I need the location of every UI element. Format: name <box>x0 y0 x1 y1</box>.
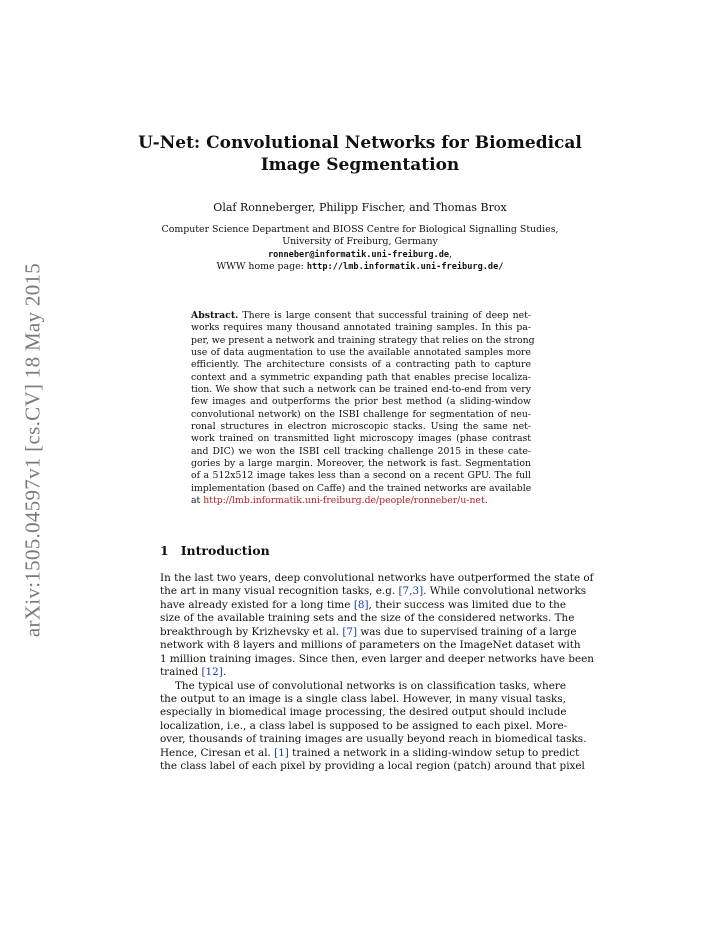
body-line <box>160 612 575 625</box>
abstract-line <box>191 372 531 384</box>
body-text-run: The typical use of convolutional networks is on classification tasks, where <box>175 679 566 692</box>
abstract-line <box>191 470 531 482</box>
abstract-line-text: gories by a large margin. Moreover, the network is fast. Segmentation <box>191 458 531 470</box>
abstract-line <box>191 322 531 334</box>
abstract-heading: Abstract. <box>191 310 239 321</box>
body-line <box>160 706 566 719</box>
abstract-line-text: work trained on transmitted light microscopy images (phase contrast <box>191 433 531 445</box>
paper-title <box>120 132 600 176</box>
body-line <box>160 760 585 773</box>
body-text-run: localization, i.e., a class label is supposed to be assigned to each pixel. More- <box>160 719 568 732</box>
abstract-line <box>191 483 531 495</box>
abstract-line <box>191 458 531 470</box>
abstract-line-text: of a 512x512 image takes less than a second on a recent GPU. The full <box>191 470 531 482</box>
abstract-line <box>191 334 535 347</box>
abstract-line <box>191 446 531 458</box>
body-text-run: trained a network in a sliding-window setup to predict <box>288 746 580 759</box>
body-text-run: especially in biomedical image processing, the desired output should include <box>160 706 567 719</box>
section-heading <box>160 543 270 558</box>
email-link[interactable]: ronneber@informatik.uni-freiburg.de <box>267 249 450 260</box>
abstract-line-text: convolutional network) on the ISBI challenge for segmentation of neu- <box>191 408 531 420</box>
body-line <box>160 693 566 706</box>
body-text-run: , their success was limited due to the <box>368 598 566 611</box>
affiliation-line-2: University of Freiburg, Germany <box>282 236 438 248</box>
abstract-line <box>191 409 531 421</box>
body-text-run: size of the available training sets and the size of the considered networks. The <box>160 612 575 625</box>
title-line-2: Image Segmentation <box>260 155 460 175</box>
abstract-line-text: use of data augmentation to use the available annotated samples more <box>191 347 531 359</box>
abstract-line <box>191 347 531 359</box>
abstract <box>191 310 535 508</box>
abstract-line <box>191 359 531 371</box>
authors: Olaf Ronneberger, Philipp Fischer, and Thomas Brox <box>213 201 507 214</box>
introduction-body <box>160 572 594 774</box>
citation-link[interactable]: [8] <box>353 598 369 611</box>
body-text-run: network with 8 layers and millions of parameters on the ImageNet dataset with <box>160 639 581 652</box>
body-line <box>160 746 580 760</box>
body-line <box>160 572 594 585</box>
email-suffix: , <box>449 248 453 260</box>
abstract-line <box>191 396 531 408</box>
homepage-label: WWW home page: <box>216 261 307 273</box>
body-line <box>160 666 566 679</box>
body-text-run: the output to an image is a single class label. However, in many visual tasks, <box>160 692 566 705</box>
body-text-run: trained <box>160 666 202 679</box>
abstract-line-text: ronal structures in electron microscopic stacks. Using the same net- <box>191 421 531 433</box>
abstract-line-text: and DIC) we won the ISBI cell tracking challenge 2015 in these cate- <box>191 445 531 457</box>
body-line <box>160 720 566 733</box>
body-text-run: was due to supervised training of a large <box>357 625 577 638</box>
title-line-1: U-Net: Convolutional Networks for Biomedical <box>138 133 582 153</box>
abstract-line <box>191 384 531 396</box>
abstract-line <box>191 495 531 507</box>
section-title: Introduction <box>180 543 270 558</box>
affiliation-email-row <box>140 249 580 261</box>
abstract-line-text: few images and outperforms the prior best method (a sliding-window <box>191 396 531 408</box>
body-line <box>160 639 581 652</box>
abstract-line-text: per, we present a network and training strategy that relies on the strong <box>191 334 535 346</box>
body-text-run: have already existed for a long time <box>160 598 354 611</box>
citation-link[interactable]: [7] <box>342 625 358 638</box>
body-text-run: the class label of each pixel by providing a local region (patch) around that pixel <box>160 760 585 773</box>
body-text-run: breakthrough by Krizhevsky et al. <box>160 625 343 638</box>
body-text-run: over, thousands of training images are usually beyond reach in biomedical tasks. <box>160 733 587 746</box>
homepage-row <box>140 261 580 273</box>
affiliation-line-1: Computer Science Department and BIOSS Centre for Biological Signalling Studies, <box>161 224 559 235</box>
abstract-line <box>191 421 531 433</box>
body-text-run: In the last two years, deep convolutional networks have outperformed the state of <box>160 572 594 584</box>
code-url-link[interactable]: http://lmb.informatik.uni-freiburg.de/people/ronneber/u-net <box>203 495 485 507</box>
homepage-link[interactable]: http://lmb.informatik.uni-freiburg.de/ <box>306 262 504 273</box>
abstract-line-text: implementation (based on Caffe) and the trained networks are available <box>191 482 532 494</box>
citation-link[interactable]: [7,3] <box>398 585 424 598</box>
citation-link[interactable]: [1] <box>274 746 289 759</box>
citation-link[interactable]: [12] <box>201 666 223 679</box>
abstract-line-text: efficiently. The architecture consists of a contracting path to capture <box>191 359 531 371</box>
body-line <box>160 599 566 612</box>
body-line <box>160 652 594 666</box>
body-line <box>160 585 587 598</box>
body-line <box>160 733 587 746</box>
section-number: 1 <box>160 543 169 558</box>
body-text-run: . <box>222 666 227 679</box>
abstract-line-text: tion. We show that such a network can be trained end-to-end from very <box>191 384 531 396</box>
abstract-line-text: works requires many thousand annotated training samples. In this pa- <box>191 322 531 334</box>
abstract-line-text: . <box>484 495 488 507</box>
abstract-line-text: context and a symmetric expanding path that enables precise localiza- <box>191 371 531 383</box>
abstract-line <box>191 310 531 322</box>
abstract-line <box>191 433 531 445</box>
arxiv-stamp-text: arXiv:1505.04597v1 [cs.CV] 18 May 2015 <box>20 262 45 638</box>
body-text-run: the art in many visual recognition tasks, e.g. <box>160 585 399 598</box>
arxiv-stamp <box>15 240 51 660</box>
body-text-run: Hence, Ciresan et al. <box>160 746 275 759</box>
affiliation <box>140 224 580 274</box>
body-line <box>160 625 577 639</box>
body-line <box>160 680 566 693</box>
body-text-run: 1 million training images. Since then, even larger and deeper networks have been <box>160 652 594 665</box>
abstract-line-text: at <box>191 495 204 507</box>
body-text-run: . While convolutional networks <box>423 585 587 598</box>
abstract-line-text: There is large consent that successful training of deep net- <box>238 310 531 321</box>
